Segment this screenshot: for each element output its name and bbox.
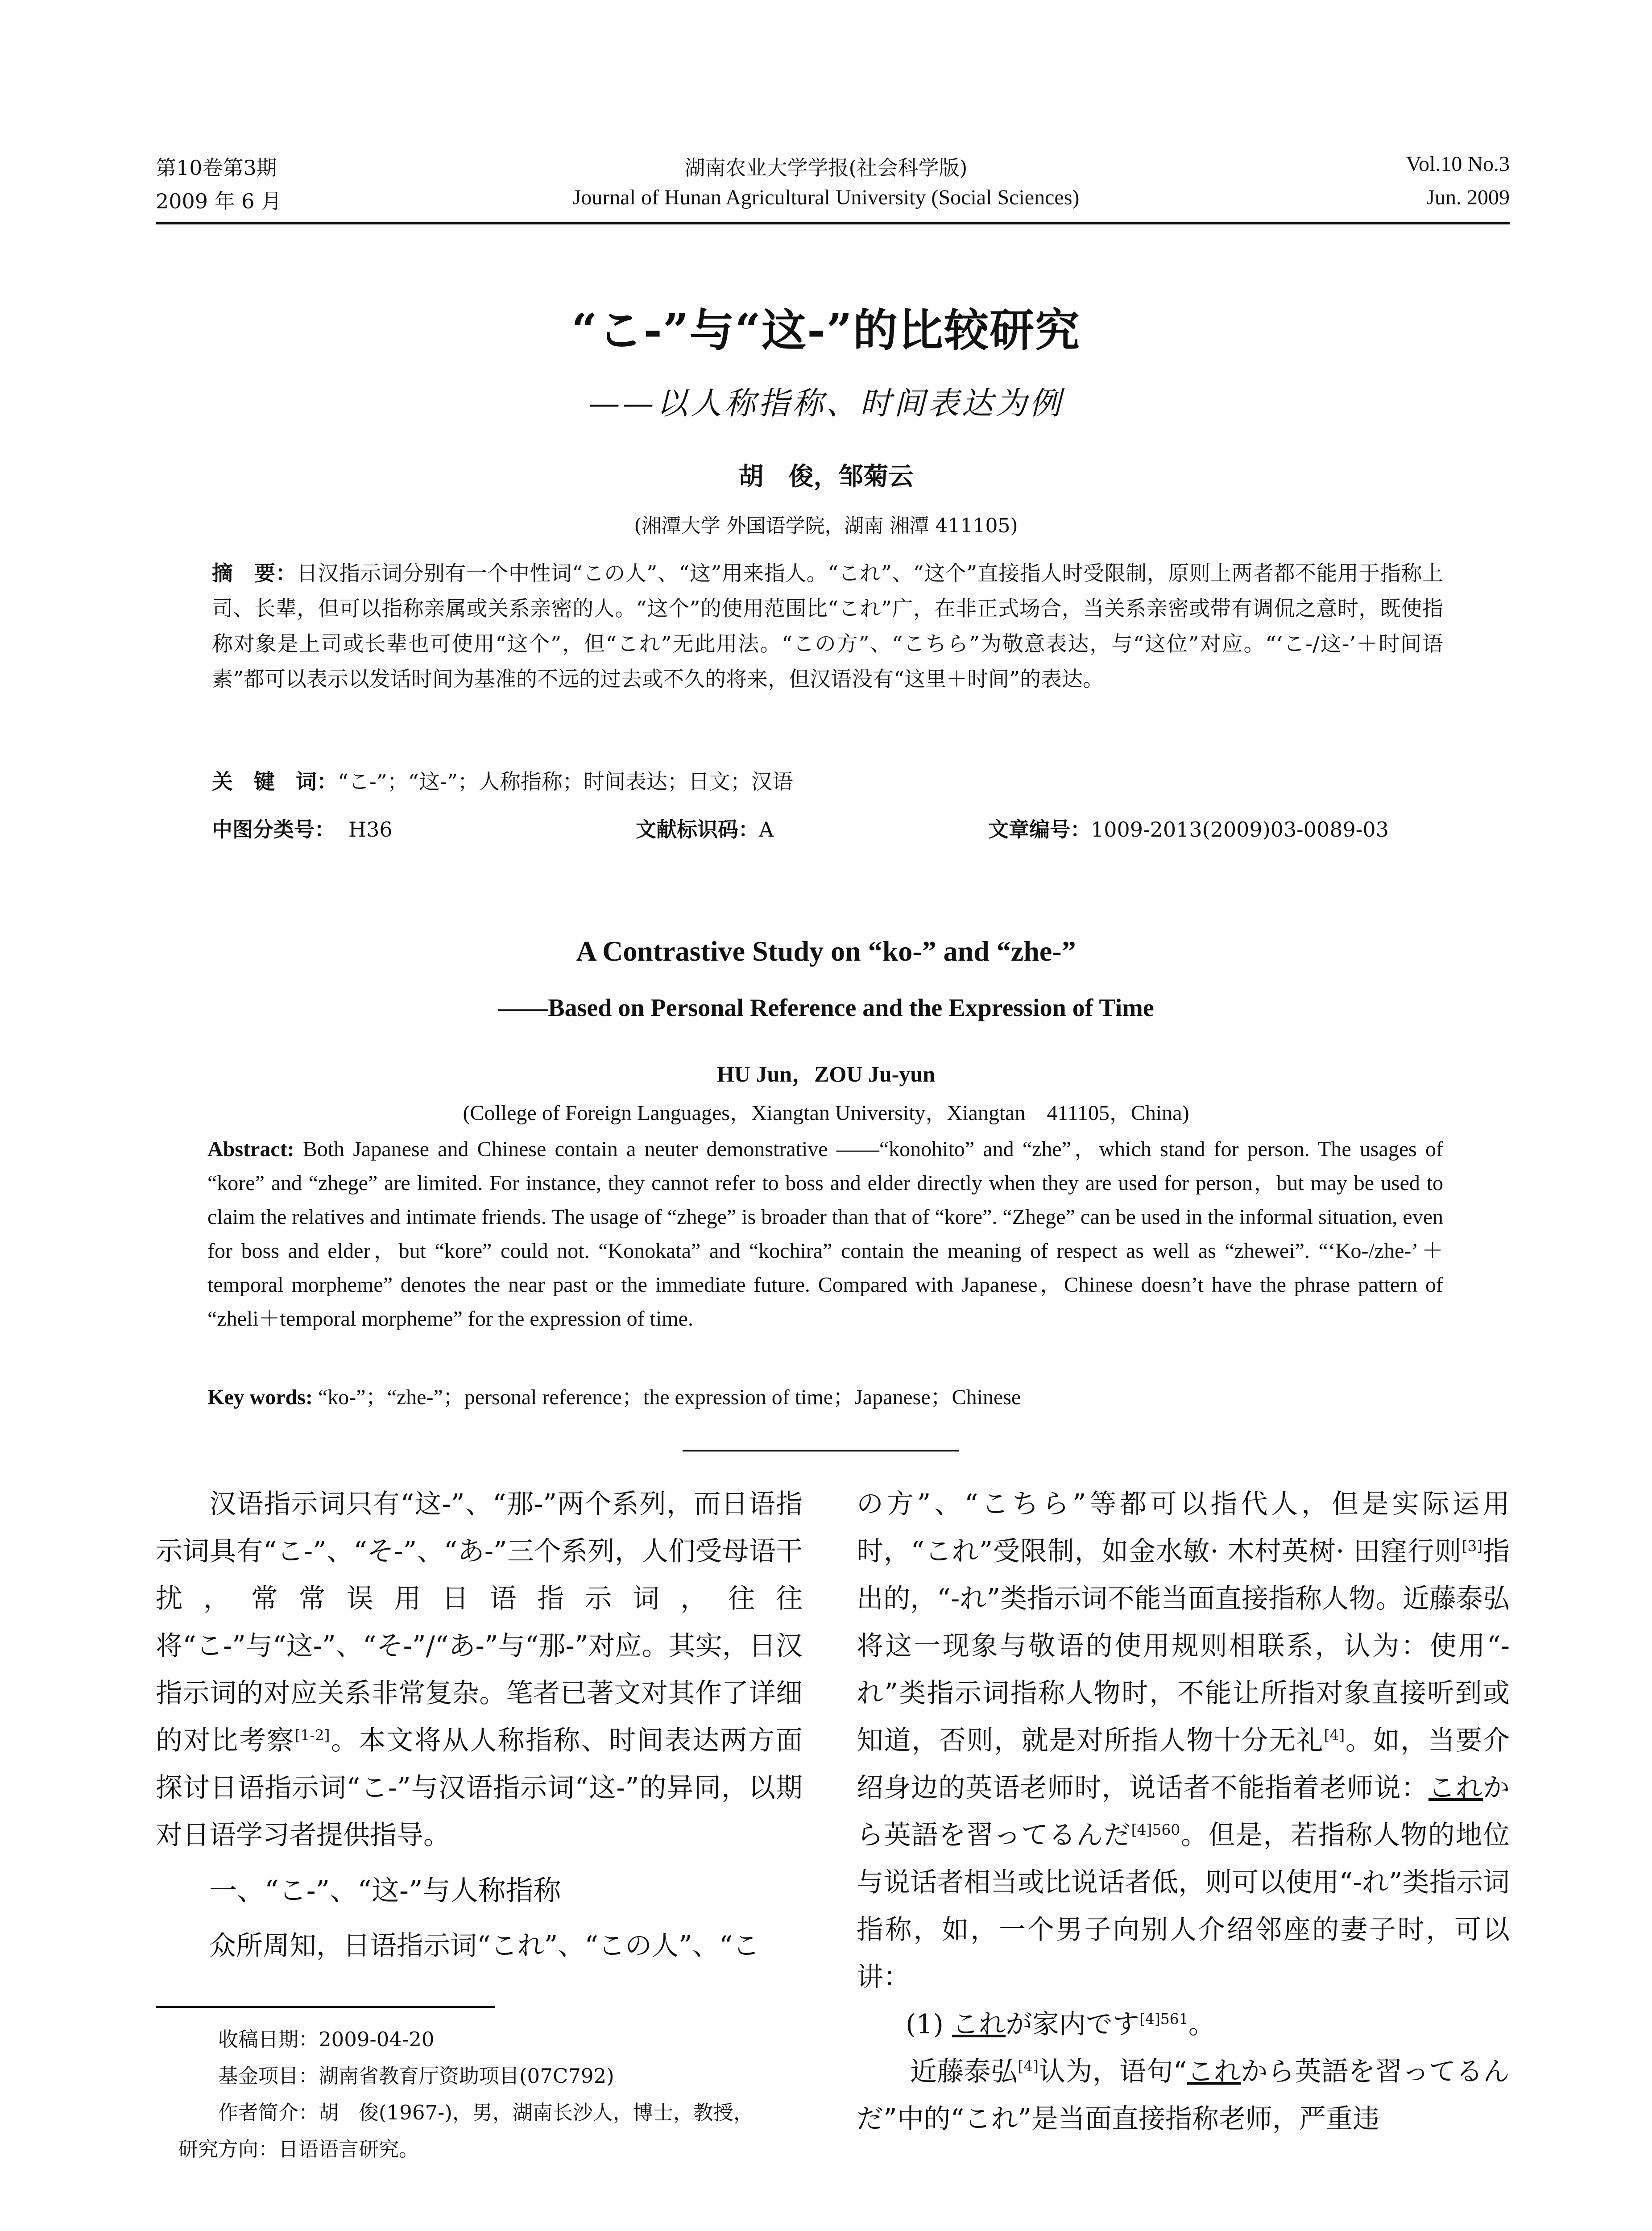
journal-name-cn: 湖南农业大学学报(社会科学版): [684, 156, 968, 180]
clc-label: 中图分类号：: [212, 817, 335, 842]
citation: [4]: [1018, 2057, 1039, 2075]
journal-volume: 第10卷第3期: [156, 156, 277, 180]
section-heading: 一、“こ-”、“这-”与人称指称: [209, 1874, 561, 1907]
body-paragraph: の方”、“こちら”等都可以指代人，但是实际运用时，“これ”受限制，如金水敏· 木村英树· 田窪行则[3]指出的，“-れ”类指示词不能当面直接指称人物。近藤泰弘将这一现象与敬语的使用规则相联系，认为：使用“-れ”类指示词指称人物时，不能让所指对象直接听到或知道，否则，就是对所指人物十分无礼[4]。如，当要介绍身边的英语老师时，说话者不能指着老师说：これから英語を習ってるんだ$^{[4]560}$。但是，若指称人物的地位与说话者相当或比说话者低，则可以使用“-れ”类指示词指称，如，一个男子向别人介绍邻座的妻子时，可以讲：: [857, 1489, 1510, 1993]
document-code: [636, 813, 774, 843]
journal-month: Jun. 2009: [1426, 186, 1510, 209]
article-number-label: 文章编号：: [988, 817, 1091, 842]
body-column-right: [857, 1480, 1510, 2143]
underlined-term: これ: [952, 2009, 1006, 2040]
keywords-cn: [212, 765, 1443, 795]
citation: [4]560: [1131, 1821, 1180, 1838]
affiliation-cn: (湘潭大学 外国语学院，湖南 湘潭 411105): [634, 514, 1018, 537]
body-column-left: [156, 1480, 803, 1970]
paper-title-en: A Contrastive Study on “ko-” and “zhe-”: [576, 935, 1076, 967]
citation: [1-2]: [294, 1726, 330, 1744]
abstract-cn: [212, 556, 1443, 697]
citation: [3]: [1462, 1537, 1483, 1555]
underlined-term: これ: [1428, 1772, 1483, 1804]
paper-subtitle-cn: ——以人称指称、时间表达为例: [588, 385, 1064, 422]
keywords-cn-text: “こ-”；“这-”；人称指称；时间表达；日文；汉语: [338, 770, 793, 794]
article-number: [988, 813, 1389, 843]
keywords-en-label: Key words:: [207, 1385, 313, 1409]
abstract-cn-text: 日汉指示词分别有一个中性词“この人”、“这”用来指人。“これ”、“这个”直接指人时受限制，原则上两者都不能用于指称上司、长辈，但可以指称亲属或关系亲密的人。“这个”的使用范围比“これ”广，在非正式场合，当关系亲密或带有调侃之意时，既使指称对象是上司或长辈也可使用“这个”，但“これ”无此用法。“この方”、“こちら”为敬意表达，与“这位”对应。“‘こ-/这-’＋时间语素”都可以表示以发话时间为基准的不远的过去或不久的将来，但汉语没有“这里＋时间”的表达。: [212, 561, 1443, 692]
abstract-en-text: Both Japanese and Chinese contain a neuter demonstrative ——“konohito” and “zhe”，which stand for person. The usages of “kore” and “zhege” are limited. For instance, they cannot refer to boss and elder directly when they are used for person，but may be used to claim the relatives and intimate friends. The usage of “zhege” is broader than that of “kore”. “Zhege” can be used in the informal situation, even for boss and elder，but “kore” could not. “Konokata” and “kochira” contain the meaning of respect as well as “zhewei”. “‘Ko-/zhe-’＋temporal morpheme” denotes the near past or the immediate future. Compared with Japanese，Chinese doesn’t have the phrase pattern of “zheli＋temporal morpheme” for the expression of time.: [207, 1137, 1444, 1331]
abstract-cn-label: 摘 要：: [212, 561, 297, 586]
journal-date: 2009 年 6 月: [156, 189, 282, 213]
abstract-en-label: Abstract:: [207, 1137, 294, 1161]
citation: [4]561: [1139, 2010, 1188, 2028]
underlined-term: これ: [1187, 2056, 1241, 2087]
example-sentence: (1) これが家内です$^{[4]561}$。: [906, 2009, 1215, 2040]
journal-name-en: Journal of Hunan Agricultural University (Social Sciences): [572, 186, 1080, 209]
footnotes: [156, 2021, 803, 2168]
document-code-label: 文献标识码：: [636, 817, 759, 842]
footnote-fund: 基金项目：湖南省教育厅资助项目(07C792): [218, 2064, 614, 2088]
affiliation-en: (College of Foreign Languages，Xiangtan University，Xiangtan 411105，China): [463, 1101, 1189, 1125]
footnote-author-continued: 研究方向：日语语言研究。: [178, 2137, 419, 2161]
clc-number: [212, 813, 393, 843]
header-rule: [156, 222, 1510, 224]
footnote-author: 作者简介：胡 俊(1967-)，男，湖南长沙人，博士，教授，: [218, 2101, 754, 2124]
keywords-cn-label: 关 键 词：: [212, 770, 338, 794]
citation: [4]: [1324, 1726, 1345, 1744]
keywords-en-text: “ko-”；“zhe-”；personal reference；the expression of time；Japanese；Chinese: [312, 1385, 1021, 1409]
authors-en: HU Jun，ZOU Ju-yun: [716, 1062, 936, 1086]
document-code-value: A: [759, 817, 774, 842]
body-paragraph: 近藤泰弘[4]认为，语句“これから英語を習ってるんだ”中的“これ”是当面直接指称老师，严重违: [857, 2056, 1510, 2135]
journal-issue: Vol.10 No.3: [1406, 152, 1510, 176]
footnote-rule: [156, 2006, 495, 2008]
abstract-en: [207, 1132, 1443, 1336]
section-separator: [683, 1450, 959, 1451]
paper-title-cn: “こ-”与“这-”的比较研究: [571, 304, 1081, 357]
article-number-value: 1009-2013(2009)03-0089-03: [1091, 817, 1389, 842]
body-paragraph: 众所周知，日语指示词“これ”、“この人”、“こ: [209, 1930, 760, 1961]
clc-value: H36: [348, 817, 393, 842]
footnote-received: 收稿日期：2009-04-20: [218, 2028, 435, 2051]
keywords-en: [207, 1380, 1443, 1410]
authors-cn: 胡 俊，邹菊云: [738, 462, 914, 491]
paper-subtitle-en: ——Based on Personal Reference and the Expression of Time: [498, 994, 1154, 1022]
body-paragraph: 汉语指示词只有“这-”、“那-”两个系列，而日语指示词具有“こ-”、“そ-”、“あ-”三个系列，人们受母语干扰，常常误用日语指示词，往往将“こ-”与“这-”、“そ-”/“あ-”与“那-”对应。其实，日汉指示词的对应关系非常复杂。笔者已著文对其作了详细的对比考察[1-2]。本文将从人称指称、时间表达两方面探讨日语指示词“こ-”与汉语指示词“这-”的异同，以期对日语学习者提供指导。: [156, 1489, 803, 1851]
